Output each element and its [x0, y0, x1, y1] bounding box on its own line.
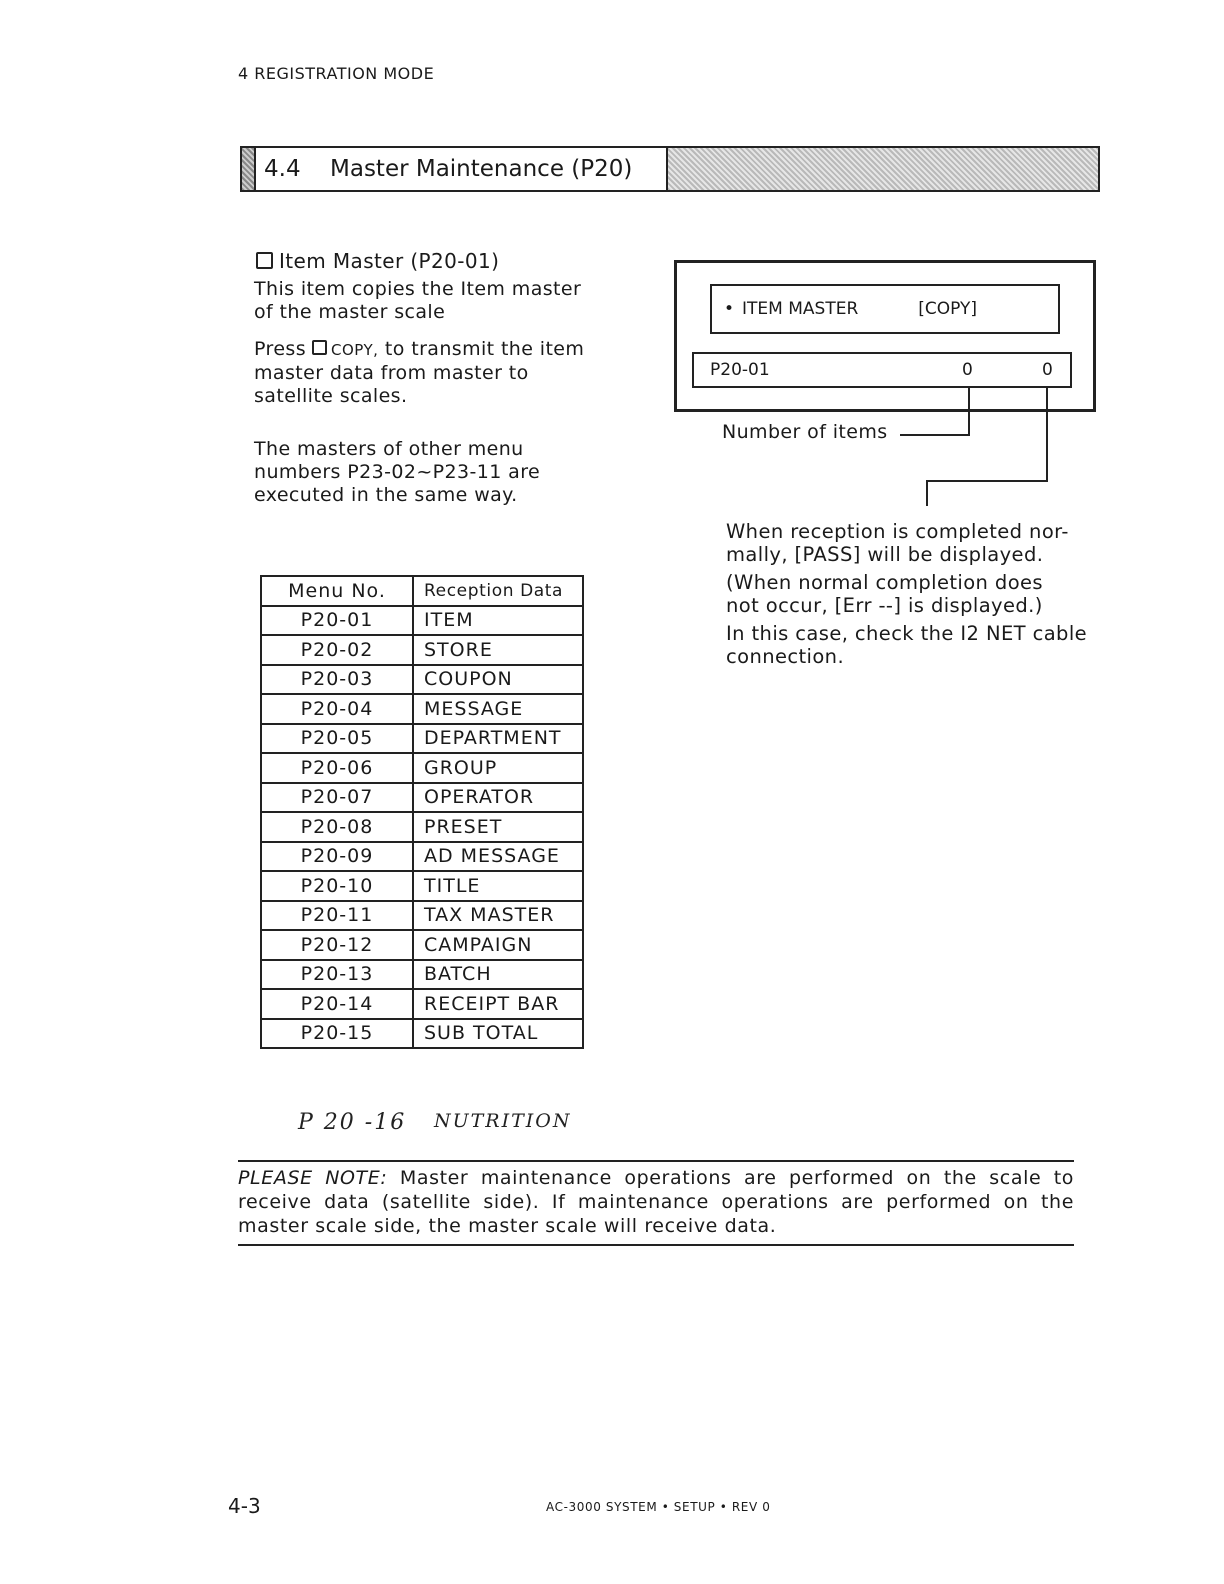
reception-data-cell: STORE — [413, 635, 583, 665]
page-number: 4-3 — [228, 1494, 261, 1518]
menu-no-cell: P20-14 — [261, 989, 413, 1019]
running-header: 4 REGISTRATION MODE — [238, 64, 435, 83]
reception-data-cell: RECEIPT BAR — [413, 989, 583, 1019]
menu-no-cell: P20-06 — [261, 753, 413, 783]
callout-line-count-h — [900, 434, 970, 436]
display-label: ITEM MASTER — [742, 299, 859, 319]
note-label: PLEASE NOTE: — [238, 1167, 388, 1189]
table-row — [261, 960, 583, 990]
menu-no-cell: P20-13 — [261, 960, 413, 990]
table-row — [261, 694, 583, 724]
reception-data-cell: ITEM — [413, 606, 583, 636]
press-copy-instruction: Press COPY, to transmit the item master data from master to satellite scales. — [254, 338, 585, 407]
reception-data-cell: GROUP — [413, 753, 583, 783]
menu-no-cell: P20-08 — [261, 812, 413, 842]
callout-line-result-v — [926, 480, 928, 506]
handwritten-reception-data: NUTRITION — [434, 1110, 572, 1132]
bullet-icon: • — [724, 299, 735, 319]
section-title-bar — [240, 146, 1100, 192]
section-title-text: Master Maintenance (P20) — [330, 156, 633, 182]
menu-no-cell: P20-12 — [261, 930, 413, 960]
display-code: P20-01 — [710, 360, 770, 380]
table-row — [261, 635, 583, 665]
column-header-menu-no: Menu No. — [261, 576, 413, 606]
note-text: Master maintenance operations are performed on the scale to receive data (satellite side). If maintenance operations are performed on the master scale side, the master scale will receive data. — [238, 1167, 1074, 1237]
menu-no-cell: P20-15 — [261, 1019, 413, 1049]
table-row — [261, 724, 583, 754]
table-row — [261, 989, 583, 1019]
menu-no-cell: P20-11 — [261, 901, 413, 931]
menu-no-cell: P20-09 — [261, 842, 413, 872]
callout-line-result — [1046, 386, 1048, 482]
reception-data-cell: DEPARTMENT — [413, 724, 583, 754]
menu-no-cell: P20-10 — [261, 871, 413, 901]
table-row — [261, 930, 583, 960]
display-item-count: 0 — [962, 360, 973, 380]
checkbox-icon — [256, 252, 273, 269]
menu-no-cell: P20-03 — [261, 665, 413, 695]
reception-data-cell: AD MESSAGE — [413, 842, 583, 872]
display-line-2 — [692, 352, 1072, 388]
please-note — [238, 1166, 1074, 1238]
reception-data-cell: TAX MASTER — [413, 901, 583, 931]
reception-explanation: When reception is completed nor- mally, [PASS] will be displayed. (When normal completion does not occur, [Err --] is displayed.) In this case, check the I2 NET cable connection. — [726, 520, 1088, 668]
menu-no-cell: P20-02 — [261, 635, 413, 665]
item-master-description: This item copies the Item master of the master scale — [254, 278, 582, 323]
table-row — [261, 901, 583, 931]
reception-data-cell: PRESET — [413, 812, 583, 842]
reception-data-cell: COUPON — [413, 665, 583, 695]
reception-data-cell: BATCH — [413, 960, 583, 990]
section-title — [256, 148, 668, 190]
callout-line-result-h — [926, 480, 1048, 482]
table-row — [261, 871, 583, 901]
note-rule-top — [238, 1160, 1074, 1162]
table-row — [261, 606, 583, 636]
other-masters-note: The masters of other menu numbers P23-02~P23-11 are executed in the same way. — [254, 438, 541, 506]
table-row — [261, 842, 583, 872]
column-header-reception-data: Reception Data — [413, 576, 583, 606]
reception-data-cell: MESSAGE — [413, 694, 583, 724]
menu-table — [260, 575, 584, 1049]
section-number: 4.4 — [264, 156, 301, 182]
callout-number-of-items: Number of items — [722, 421, 888, 443]
reception-data-cell: CAMPAIGN — [413, 930, 583, 960]
reception-data-cell: OPERATOR — [413, 783, 583, 813]
callout-line-count — [968, 386, 970, 436]
table-row — [261, 665, 583, 695]
table-header-row — [261, 576, 583, 606]
reception-data-cell: TITLE — [413, 871, 583, 901]
display-panel — [674, 260, 1096, 412]
copy-key-label: COPY, — [331, 341, 379, 359]
title-bar-marker — [242, 148, 256, 190]
note-rule-bottom — [238, 1244, 1074, 1246]
table-row — [261, 812, 583, 842]
table-row — [261, 753, 583, 783]
reception-data-cell: SUB TOTAL — [413, 1019, 583, 1049]
table-row — [261, 1019, 583, 1049]
table-row — [261, 783, 583, 813]
item-master-heading: Item Master (P20-01) — [256, 250, 499, 273]
display-status: [COPY] — [918, 299, 978, 319]
menu-no-cell: P20-05 — [261, 724, 413, 754]
handwritten-menu-no: P 20 -16 — [298, 1110, 407, 1135]
menu-no-cell: P20-07 — [261, 783, 413, 813]
menu-no-cell: P20-04 — [261, 694, 413, 724]
title-shading — [668, 148, 1098, 190]
display-line-1 — [710, 284, 1060, 334]
footer-doc-title: AC-3000 SYSTEM • SETUP • REV 0 — [546, 1500, 771, 1514]
display-result: 0 — [1042, 360, 1053, 380]
menu-no-cell: P20-01 — [261, 606, 413, 636]
key-icon — [312, 340, 327, 355]
